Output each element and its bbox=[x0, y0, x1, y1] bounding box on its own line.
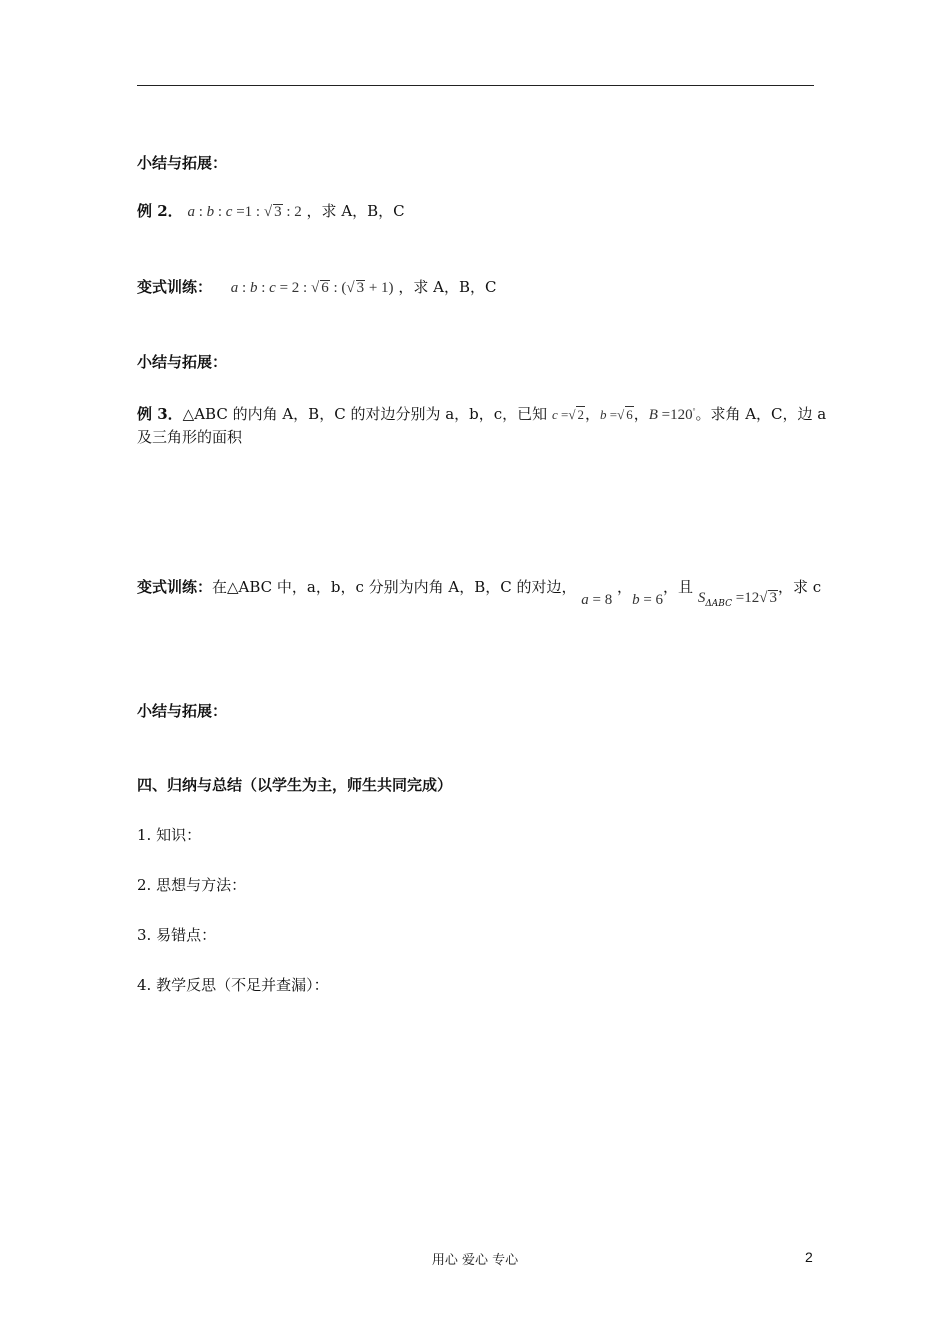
example-2 bbox=[137, 201, 405, 222]
example-3-label: 例 3． bbox=[137, 405, 183, 423]
sqrt-icon: √ bbox=[759, 590, 768, 606]
footer-motto: 用心 爱心 专心 bbox=[431, 1253, 519, 1268]
example-3: 例 3．△ABC 的内角 A，B，C 的对边分别为 a，b，c，已知 c =√ 2，b =√ 6，B =120°。求角 A，C，边 a bbox=[137, 405, 827, 423]
variant-2-formula: a = 8 bbox=[581, 592, 613, 608]
sqrt-icon: √ bbox=[568, 407, 576, 422]
page-number: 2 bbox=[805, 1249, 813, 1265]
area-formula: $S_{\Delta ABC} =12√$ 3 bbox=[697, 590, 777, 609]
example-2-question: ，求 A，B，C bbox=[306, 202, 405, 220]
sqrt-icon: √ bbox=[617, 407, 625, 422]
summary-item-pitfalls: 3. 易错点： bbox=[137, 926, 217, 944]
sqrt-icon: √ bbox=[263, 204, 273, 220]
sqrt-icon: √ bbox=[310, 280, 320, 296]
variant-exercise-2: 变式训练：在△ABC 中，a，b，c 分别为内角 A，B，C 的对边， a = 8 ，b = 6，且 $S_{\Delta ABC} =12√$ 3，求 c bbox=[137, 578, 822, 609]
header-rule bbox=[137, 85, 814, 86]
summary-heading-1: 小结与拓展： bbox=[137, 154, 228, 172]
summary-heading-2: 小结与拓展： bbox=[137, 353, 228, 371]
variant-2-label: 变式训练： bbox=[137, 578, 213, 596]
summary-item-knowledge: 1. 知识： bbox=[137, 826, 202, 844]
summary-item-methods: 2. 思想与方法： bbox=[137, 876, 247, 894]
variant-1-ratio: a : b : c = 2 : √ 6 : (√ 3 + 1) bbox=[230, 280, 394, 296]
variant-1-question: ，求 A，B，C bbox=[398, 278, 497, 296]
summary-heading-3: 小结与拓展： bbox=[137, 702, 228, 720]
summary-item-reflection: 4. 教学反思（不足并查漏）： bbox=[137, 976, 329, 994]
sqrt-icon: √ bbox=[346, 280, 355, 296]
variant-exercise-1 bbox=[137, 277, 496, 298]
example-2-ratio: a : b : c =1 : √ 3 : 2 bbox=[187, 204, 302, 220]
example-2-label: 例 2． bbox=[137, 202, 183, 220]
variant-1-label: 变式训练： bbox=[137, 278, 213, 296]
example-3-continued: 及三角形的面积 bbox=[137, 428, 243, 446]
section-4-heading: 四、归纳与总结（以学生为主，师生共同完成） bbox=[137, 776, 453, 794]
